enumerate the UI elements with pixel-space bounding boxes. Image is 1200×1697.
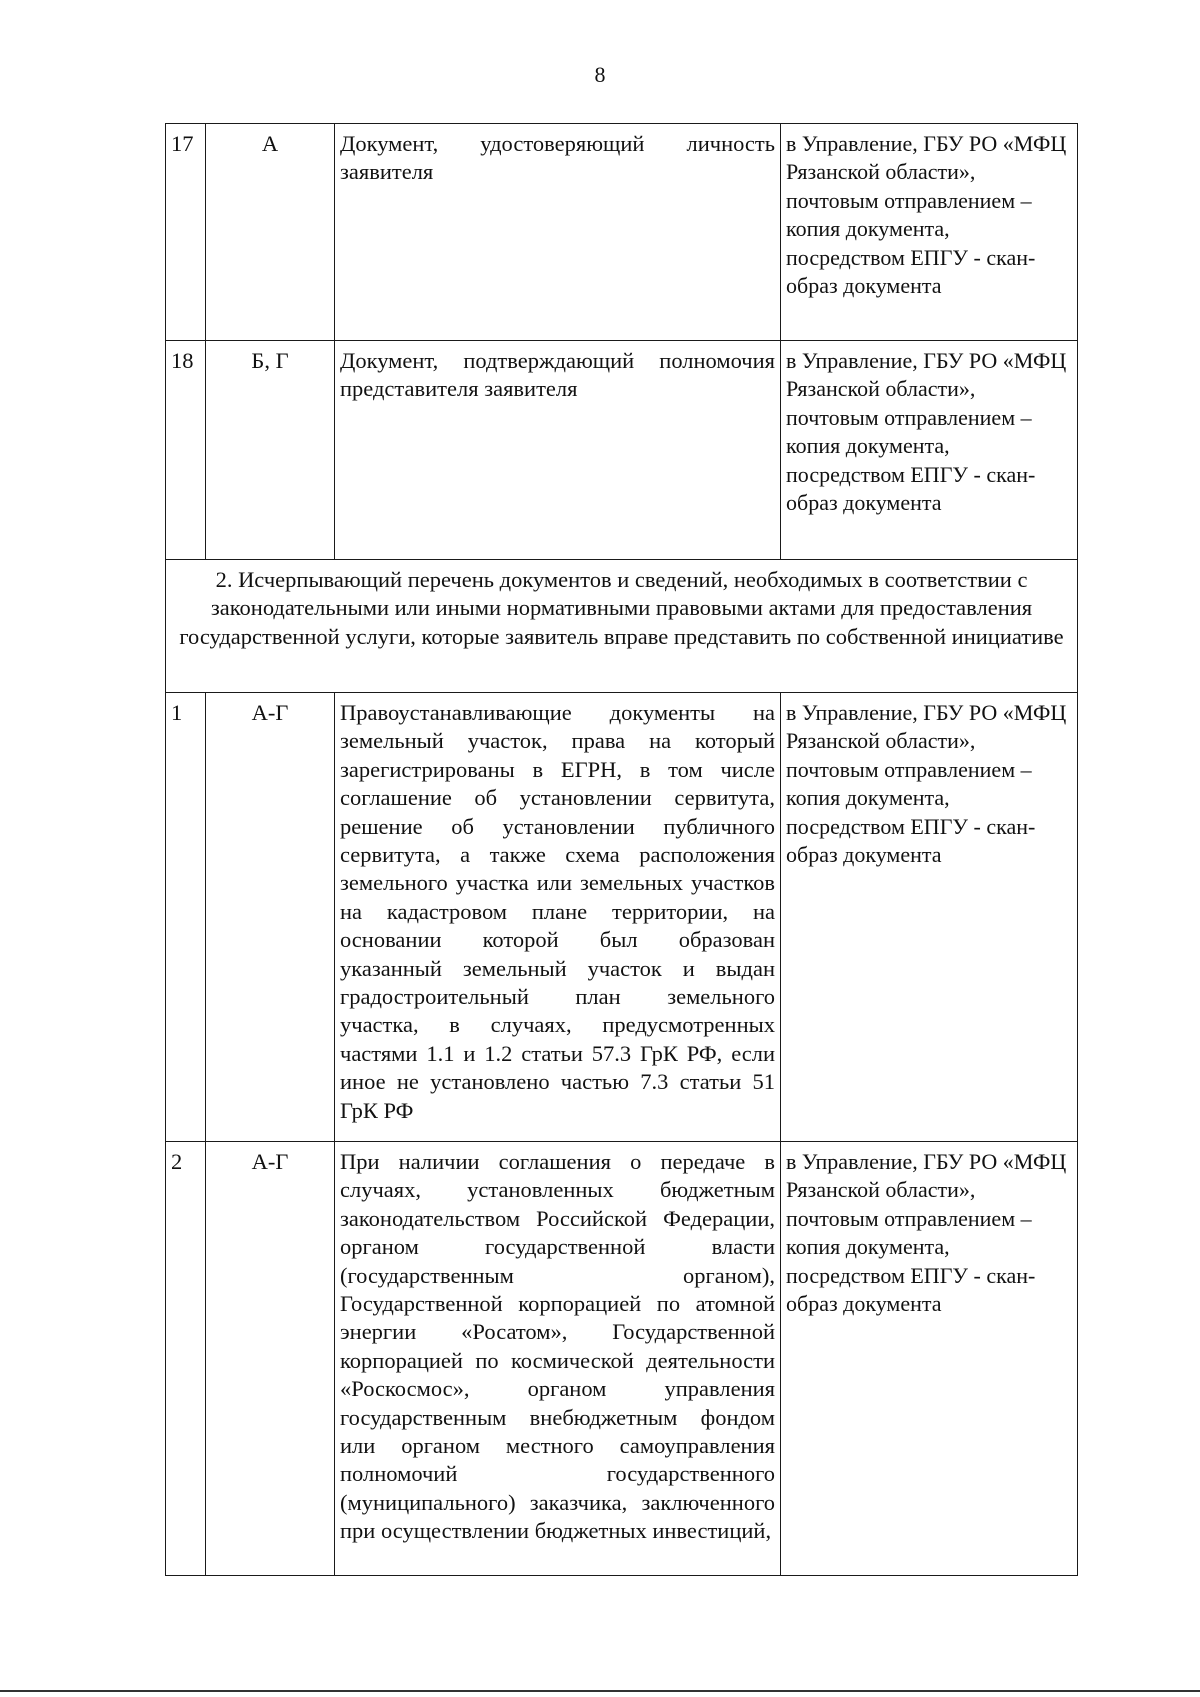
applicant-category-cell: А-Г <box>206 1142 335 1576</box>
row-number-cell: 17 <box>166 124 206 341</box>
scan-edge-line <box>0 1690 1200 1692</box>
documents-table <box>165 123 1078 1576</box>
document-name-cell: Правоустанавливающие документы на земельный участок, права на который зарегистрированы в ЕГРН, в том числе соглашение об установлении сервитута, решение об установлении публичного сервитута, а также схема расположения земельного участка или земельных участков на кадастровом плане территории, на основании которой был образован указанный земельный участок и выдан градостроительный план земельного участка, в случаях, предусмотренных частями 1.1 и 1.2 статьи 57.3 ГрК РФ, если иное не установлено частью 7.3 статьи 51 ГрК РФ <box>335 693 781 1142</box>
row-number-cell: 2 <box>166 1142 206 1576</box>
submission-method-cell: в Управление, ГБУ РО «МФЦ Рязанской области», почтовым отправлением – копия документа, посредством ЕПГУ - скан-образ документа <box>781 341 1078 560</box>
page-number: 8 <box>594 62 606 87</box>
submission-method-cell: в Управление, ГБУ РО «МФЦ Рязанской области», почтовым отправлением – копия документа, посредством ЕПГУ - скан-образ документа <box>781 693 1078 1142</box>
submission-method-cell: в Управление, ГБУ РО «МФЦ Рязанской области», почтовым отправлением – копия документа, посредством ЕПГУ - скан-образ документа <box>781 124 1078 341</box>
table-row <box>166 124 1078 341</box>
section-heading-row <box>166 560 1078 693</box>
row-number-cell: 1 <box>166 693 206 1142</box>
submission-method-cell: в Управление, ГБУ РО «МФЦ Рязанской области», почтовым отправлением – копия документа, посредством ЕПГУ - скан-образ документа <box>781 1142 1078 1576</box>
applicant-category-cell: А <box>206 124 335 341</box>
table-row <box>166 693 1078 1142</box>
row-number-cell: 18 <box>166 341 206 560</box>
table-row <box>166 341 1078 560</box>
applicant-category-cell: А-Г <box>206 693 335 1142</box>
document-name-cell: Документ, подтверждающий полномочия представителя заявителя <box>335 341 781 560</box>
document-name-cell: При наличии соглашения о передаче в случаях, установленных бюджетным законодательством Российской Федерации, органом государственной власти (государственным органом), Государственной корпорацией по атомной энергии «Росатом», Государственной корпорацией по космической деятельности «Роскосмос», органом управления государственным внебюджетным фондом или органом местного самоуправления полномочий государственного (муниципального) заказчика, заключенного при осуществлении бюджетных инвестиций, <box>335 1142 781 1576</box>
document-name-cell: Документ, удостоверяющий личность заявителя <box>335 124 781 341</box>
applicant-category-cell: Б, Г <box>206 341 335 560</box>
table-row <box>166 1142 1078 1576</box>
section-2-title: 2. Исчерпывающий перечень документов и сведений, необходимых в соответствии с законодательными или иными нормативными правовыми актами для предоставления государственной услуги, которые заявитель вправе представить по собственной инициативе <box>166 560 1078 693</box>
